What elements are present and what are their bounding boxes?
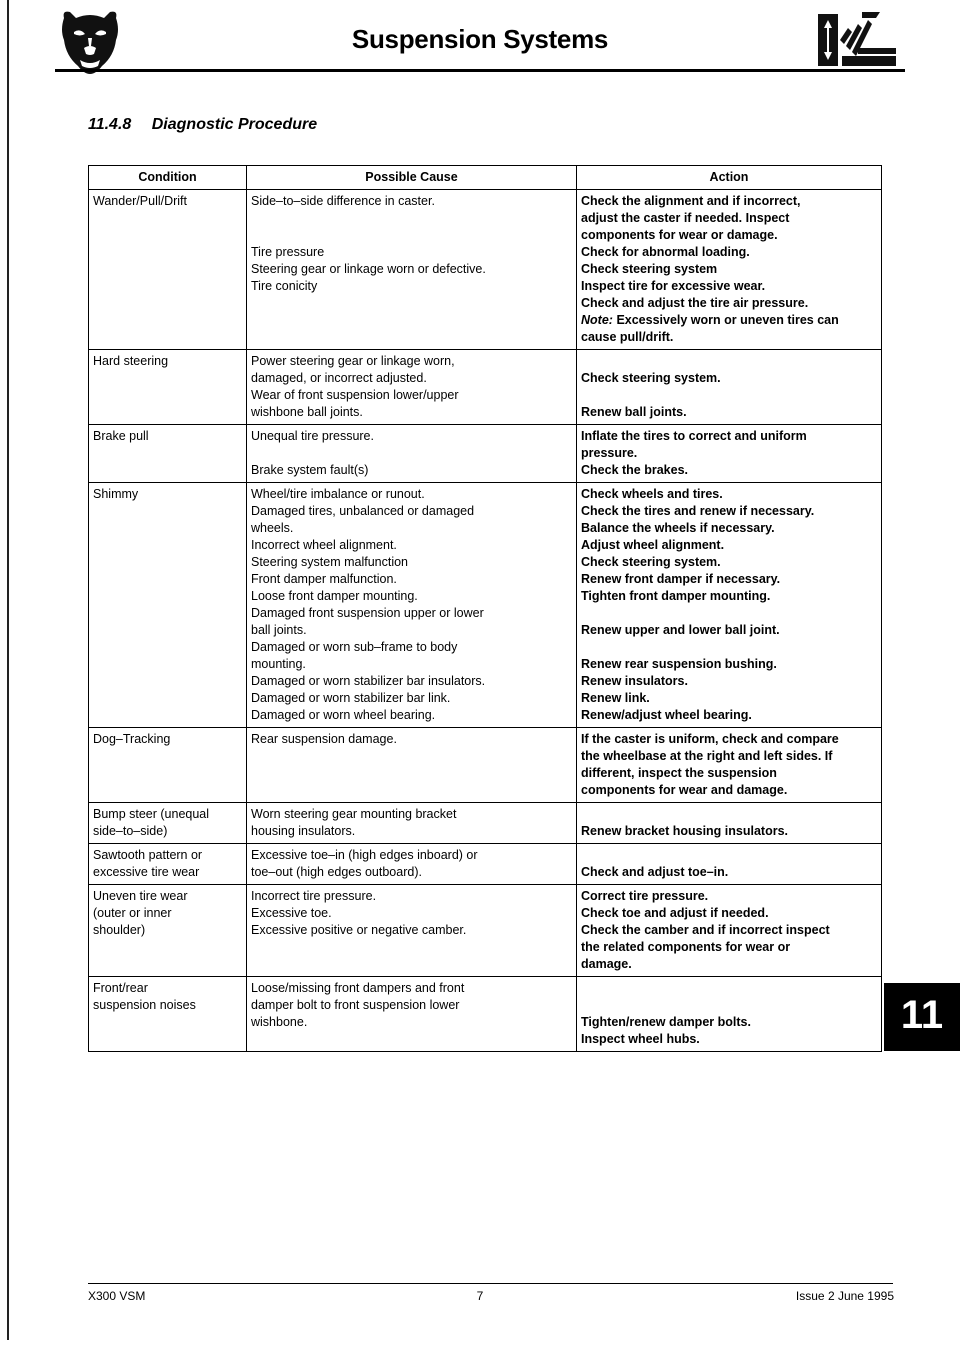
cell-action — [577, 803, 882, 844]
cause-line: Damaged or worn wheel bearing. — [251, 708, 436, 722]
cause-line: Damaged or worn stabilizer bar link. — [251, 691, 451, 705]
action-line: Renew insulators. — [581, 674, 688, 688]
action-line: Check and adjust the tire air pressure. — [581, 296, 809, 310]
table-row — [89, 803, 882, 844]
action-line: Inspect tire for excessive wear. — [581, 279, 766, 293]
cause-line: wishbone. — [251, 1015, 308, 1029]
cell-cause — [247, 350, 577, 425]
table-row — [89, 728, 882, 803]
cell-cause — [247, 483, 577, 728]
action-line: pressure. — [581, 446, 638, 460]
cell-condition — [89, 977, 247, 1052]
action-line — [581, 847, 877, 864]
cause-line: mounting. — [251, 657, 306, 671]
condition-line: Shimmy — [93, 487, 139, 501]
cause-line: wishbone ball joints. — [251, 405, 363, 419]
cause-line: Excessive positive or negative camber. — [251, 923, 467, 937]
action-line: Renew rear suspension bushing. — [581, 657, 777, 671]
table-row — [89, 977, 882, 1052]
action-line: Correct tire pressure. — [581, 889, 709, 903]
action-line: Check the alignment and if incorrect, — [581, 194, 801, 208]
condition-line: suspension noises — [93, 998, 196, 1012]
table-body — [89, 190, 882, 1052]
action-line: Check the brakes. — [581, 463, 688, 477]
cause-line: toe–out (high edges outboard). — [251, 865, 422, 879]
note-text: Excessively worn or uneven tires can — [616, 313, 839, 327]
action-line: the wheelbase at the right and left sides. If — [581, 749, 833, 763]
action-line: If the caster is uniform, check and compare — [581, 732, 839, 746]
action-line: Renew upper and lower ball joint. — [581, 623, 780, 637]
cell-condition — [89, 803, 247, 844]
footer-issue-date: Issue 2 June 1995 — [795, 1289, 894, 1303]
cell-cause — [247, 728, 577, 803]
cause-line: wheels. — [251, 521, 294, 535]
cause-line: Side–to–side difference in caster. — [251, 194, 435, 208]
cause-line: Incorrect wheel alignment. — [251, 538, 397, 552]
cause-line: Steering gear or linkage worn or defective. — [251, 262, 486, 276]
cause-line — [251, 210, 572, 227]
table-row — [89, 425, 882, 483]
cause-line: Power steering gear or linkage worn, — [251, 354, 455, 368]
action-line — [581, 387, 877, 404]
action-line: components for wear and damage. — [581, 783, 788, 797]
note-line — [581, 312, 877, 329]
action-line — [581, 806, 877, 823]
action-line — [581, 353, 877, 370]
cause-line: Tire conicity — [251, 279, 318, 293]
action-line: Check the camber and if incorrect inspect — [581, 923, 830, 937]
cell-action — [577, 844, 882, 885]
column-header-condition: Condition — [89, 166, 247, 190]
footer-rule — [88, 1283, 893, 1284]
cell-cause — [247, 844, 577, 885]
cause-line: Tire pressure — [251, 245, 325, 259]
note-label: Note: — [581, 313, 613, 327]
note-text-line: cause pull/drift. — [581, 330, 674, 344]
condition-line: Uneven tire wear — [93, 889, 188, 903]
cause-line: Incorrect tire pressure. — [251, 889, 377, 903]
section-title: Diagnostic Procedure — [151, 116, 318, 133]
action-line — [581, 997, 877, 1014]
action-line: Check for abnormal loading. — [581, 245, 750, 259]
column-header-possible-cause: Possible Cause — [247, 166, 577, 190]
action-line: Check steering system. — [581, 555, 721, 569]
cause-line: Damaged or worn stabilizer bar insulators. — [251, 674, 486, 688]
table-header-row — [89, 166, 882, 190]
cause-line — [251, 227, 572, 244]
chapter-tab — [884, 983, 960, 1051]
cell-cause — [247, 190, 577, 350]
cause-line: ball joints. — [251, 623, 307, 637]
cause-line: Wheel/tire imbalance or runout. — [251, 487, 425, 501]
action-line — [581, 980, 877, 997]
condition-line: Brake pull — [93, 429, 149, 443]
condition-line: shoulder) — [93, 923, 146, 937]
table-row — [89, 885, 882, 977]
action-line: Renew/adjust wheel bearing. — [581, 708, 752, 722]
cause-line: Steering system malfunction — [251, 555, 409, 569]
condition-line: Sawtooth pattern or — [93, 848, 203, 862]
diagnostic-table — [88, 165, 882, 1052]
cell-action — [577, 885, 882, 977]
action-line: adjust the caster if needed. Inspect — [581, 211, 790, 225]
cause-line: Rear suspension damage. — [251, 732, 397, 746]
cause-line: Excessive toe–in (high edges inboard) or — [251, 848, 478, 862]
action-line: damage. — [581, 957, 632, 971]
condition-line: Dog–Tracking — [93, 732, 171, 746]
cause-line — [251, 445, 572, 462]
action-line: Tighten/renew damper bolts. — [581, 1015, 751, 1029]
action-line: Renew link. — [581, 691, 650, 705]
cause-line: Wear of front suspension lower/upper — [251, 388, 459, 402]
action-line: Inflate the tires to correct and uniform — [581, 429, 807, 443]
cause-line: Damaged or worn sub–frame to body — [251, 640, 458, 654]
cell-action — [577, 728, 882, 803]
cell-action — [577, 425, 882, 483]
condition-line: Bump steer (unequal — [93, 807, 210, 821]
condition-line: excessive tire wear — [93, 865, 200, 879]
cause-line: Excessive toe. — [251, 906, 332, 920]
cell-condition — [89, 728, 247, 803]
page-header-title: Suspension Systems — [351, 24, 609, 54]
table-row — [89, 190, 882, 350]
action-line: Tighten front damper mounting. — [581, 589, 771, 603]
action-line: Check steering system. — [581, 371, 721, 385]
cause-line: Worn steering gear mounting bracket — [251, 807, 457, 821]
cause-line: Brake system fault(s) — [251, 463, 369, 477]
cell-cause — [247, 425, 577, 483]
section-number: 11.4.8 — [88, 116, 132, 133]
action-line: Balance the wheels if necessary. — [581, 521, 775, 535]
cause-line: Damaged tires, unbalanced or damaged — [251, 504, 475, 518]
cause-line: Loose/missing front dampers and front — [251, 981, 465, 995]
action-line: different, inspect the suspension — [581, 766, 777, 780]
cell-cause — [247, 977, 577, 1052]
action-line: components for wear or damage. — [581, 228, 778, 242]
suspension-section-icon — [818, 10, 896, 66]
cause-line: Front damper malfunction. — [251, 572, 397, 586]
action-line: Check wheels and tires. — [581, 487, 723, 501]
section-heading — [88, 116, 317, 134]
action-line: the related components for wear or — [581, 940, 791, 954]
binding-edge-rule — [7, 0, 9, 1340]
cell-action — [577, 483, 882, 728]
cell-condition — [89, 425, 247, 483]
cause-line: Damaged front suspension upper or lower — [251, 606, 484, 620]
action-line: Check steering system — [581, 262, 718, 276]
chapter-tab-number: 11 — [900, 993, 944, 1037]
condition-line: side–to–side) — [93, 824, 168, 838]
action-line: Check toe and adjust if needed. — [581, 906, 769, 920]
cell-condition — [89, 483, 247, 728]
action-line: Renew bracket housing insulators. — [581, 824, 788, 838]
action-line — [581, 605, 877, 622]
header-rule — [55, 69, 905, 72]
condition-line: Front/rear — [93, 981, 148, 995]
cause-line: Unequal tire pressure. — [251, 429, 374, 443]
footer-page-number: 7 — [476, 1289, 484, 1303]
table-row — [89, 483, 882, 728]
action-line: Check the tires and renew if necessary. — [581, 504, 815, 518]
cell-cause — [247, 803, 577, 844]
condition-line: (outer or inner — [93, 906, 172, 920]
cell-condition — [89, 190, 247, 350]
cell-cause — [247, 885, 577, 977]
footer-document-id: X300 VSM — [88, 1289, 146, 1303]
cell-condition — [89, 350, 247, 425]
condition-line: Wander/Pull/Drift — [93, 194, 188, 208]
cell-condition — [89, 844, 247, 885]
table-row — [89, 350, 882, 425]
cause-line: Loose front damper mounting. — [251, 589, 418, 603]
column-header-action: Action — [577, 166, 882, 190]
action-line: Renew ball joints. — [581, 405, 687, 419]
action-line — [581, 639, 877, 656]
action-line: Inspect wheel hubs. — [581, 1032, 700, 1046]
action-line: Renew front damper if necessary. — [581, 572, 781, 586]
cell-action — [577, 977, 882, 1052]
cell-condition — [89, 885, 247, 977]
cell-action — [577, 350, 882, 425]
condition-line: Hard steering — [93, 354, 169, 368]
table-row — [89, 844, 882, 885]
cause-line: damaged, or incorrect adjusted. — [251, 371, 427, 385]
cause-line: damper bolt to front suspension lower — [251, 998, 460, 1012]
cause-line: housing insulators. — [251, 824, 356, 838]
action-line: Adjust wheel alignment. — [581, 538, 725, 552]
cell-action — [577, 190, 882, 350]
action-line: Check and adjust toe–in. — [581, 865, 729, 879]
